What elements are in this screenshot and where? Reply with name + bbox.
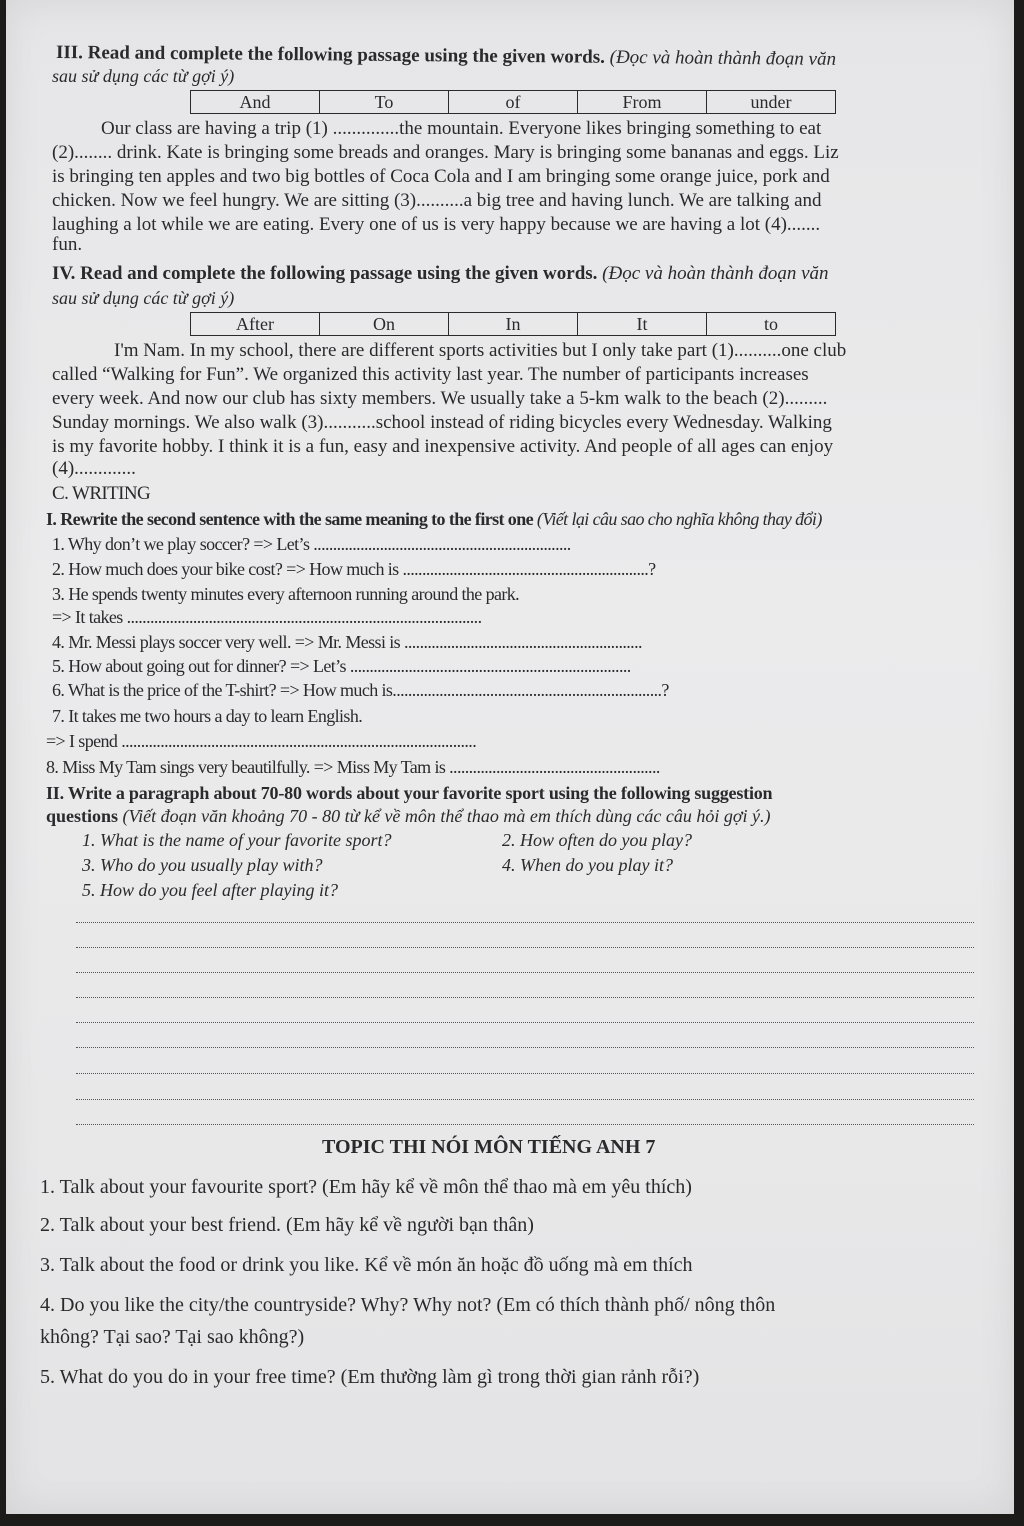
answer-line (76, 1099, 974, 1100)
answer-line (76, 922, 974, 923)
passage-line: (4)............. (52, 458, 136, 479)
passage-line: fun. (52, 234, 83, 255)
section3-title-italic: (Đọc và hoàn thành đoạn văn (609, 46, 837, 70)
section4-word-box (190, 312, 836, 336)
suggestion-question: 3. Who do you usually play with? (82, 855, 323, 875)
topic-item: 3. Talk about the food or drink you like. Kể về món ăn hoặc đồ uống mà em thích (40, 1254, 693, 1276)
topic-item: 2. Talk about your best friend. (Em hãy kể về người bạn thân) (40, 1214, 534, 1236)
suggestion-question: 5. How do you feel after playing it? (82, 880, 338, 900)
passage-line: called “Walking for Fun”. We organized this activity last year. The number of participants increases (52, 364, 809, 385)
section3-title-bold: III. Read and complete the following passage using the given words. (55, 42, 606, 68)
answer-line (76, 1073, 974, 1074)
rewrite-item: 4. Mr. Messi plays soccer very well. => Mr. Messi is ............................................................. (52, 632, 642, 652)
answer-line (76, 947, 974, 948)
word-box-cell: From (578, 91, 707, 114)
topic-item: 4. Do you like the city/the countryside? Why? Why not? (Em có thích thành phố/ nông thôn (40, 1294, 776, 1316)
section4-title (52, 263, 829, 285)
suggestion-question: 2. How often do you play? (502, 830, 692, 850)
word-box-cell: To (320, 91, 449, 114)
passage-line: is my favorite hobby. I think it is a fun, easy and inexpensive activity. And people of all ages can enjoy (52, 436, 834, 457)
answer-line (76, 972, 974, 973)
passage-line: Our class are having a trip (1) ..............the mountain. Everyone likes bringing something to eat (101, 118, 822, 139)
passage-line: is bringing ten apples and two big bottles of Coca Cola and I am bringing some orange juice, pork and (52, 166, 830, 187)
rewrite-item: 5. How about going out for dinner? => Let’s ........................................................................ (52, 656, 631, 676)
paragraph-title-vn: (Viết đoạn văn khoảng 70 - 80 từ kể về môn thể thao mà em thích dùng các câu hỏi gợi ý.) (122, 806, 771, 826)
word-box-cell: And (191, 91, 320, 114)
worksheet-page (6, 0, 1014, 1514)
topic-heading: TOPIC THI NÓI MÔN TIẾNG ANH 7 (322, 1136, 656, 1158)
rewrite-item: 6. What is the price of the T-shirt? => How much is.....................................................................? (52, 680, 669, 700)
word-box-cell: After (191, 313, 320, 336)
topic-item: không? Tại sao? Tại sao không?) (40, 1326, 305, 1348)
section3-word-box (190, 90, 836, 114)
section4-title-bold: IV. Read and complete the following passage using the given words. (52, 263, 598, 284)
passage-line: laughing a lot while we are eating. Every one of us is very happy because we are having a lot (4)....... (52, 214, 821, 235)
section4-title-italic2: sau sử dụng các từ gợi ý) (52, 288, 235, 308)
passage-line: (2)........ drink. Kate is bringing some breads and oranges. Mary is bringing some bananas and eggs. Liz (52, 142, 839, 163)
paragraph-title2: questions (46, 806, 119, 826)
word-box-cell: It (578, 313, 707, 336)
word-box-cell: of (449, 91, 578, 114)
passage-line: Sunday mornings. We also walk (3)...........school instead of riding bicycles every Wednesday. Walking (52, 412, 832, 433)
suggestion-question: 1. What is the name of your favorite sport? (82, 830, 392, 850)
answer-line (76, 1022, 974, 1023)
rewrite-item: 1. Why don’t we play soccer? => Let’s .................................................................. (52, 534, 571, 554)
passage-line: I'm Nam. In my school, there are different sports activities but I only take part (1)..........one club (114, 340, 847, 361)
word-box-cell: under (707, 91, 836, 114)
suggestion-question: 4. When do you play it? (502, 855, 673, 875)
rewrite-title-vn: (Viết lại câu sao cho nghĩa không thay đổi) (536, 509, 822, 529)
rewrite-title (46, 509, 822, 530)
section4-title-italic: (Đọc và hoàn thành đoạn văn (602, 263, 829, 284)
section3-title-italic2: sau sử dụng các từ gợi ý) (52, 66, 235, 86)
rewrite-item: => It takes ........................................................................................... (52, 607, 482, 627)
topic-item: 5. What do you do in your free time? (Em thường làm gì trong thời gian rảnh rỗi?) (40, 1366, 700, 1388)
word-box-cell: In (449, 313, 578, 336)
passage-line: every week. And now our club has sixty members. We usually take a 5-km walk to the beach (2)......... (52, 388, 828, 409)
rewrite-title-bold: I. Rewrite the second sentence with the same meaning to the first one (46, 509, 534, 529)
answer-line (76, 1047, 974, 1048)
rewrite-item: 7. It takes me two hours a day to learn English. (52, 706, 363, 726)
paragraph-title: II. Write a paragraph about 70-80 words about your favorite sport using the following suggestion (46, 783, 773, 803)
word-box-cell: On (320, 313, 449, 336)
passage-line: chicken. Now we feel hungry. We are sitting (3)..........a big tree and having lunch. We are talking and (52, 190, 822, 211)
topic-item: 1. Talk about your favourite sport? (Em hãy kể về môn thể thao mà em yêu thích) (40, 1176, 692, 1198)
paragraph-title-line2 (46, 806, 770, 827)
rewrite-item: 8. Miss My Tam sings very beautilfully. => Miss My Tam is ...................................................... (46, 757, 660, 777)
answer-line (76, 1124, 974, 1125)
word-box-cell: to (707, 313, 836, 336)
writing-heading: C. WRITING (52, 483, 151, 504)
answer-line (76, 997, 974, 998)
rewrite-item: 3. He spends twenty minutes every afternoon running around the park. (52, 584, 520, 604)
rewrite-item: 2. How much does your bike cost? => How much is ...............................................................? (52, 559, 656, 579)
rewrite-item: => I spend ........................................................................................... (46, 731, 477, 751)
